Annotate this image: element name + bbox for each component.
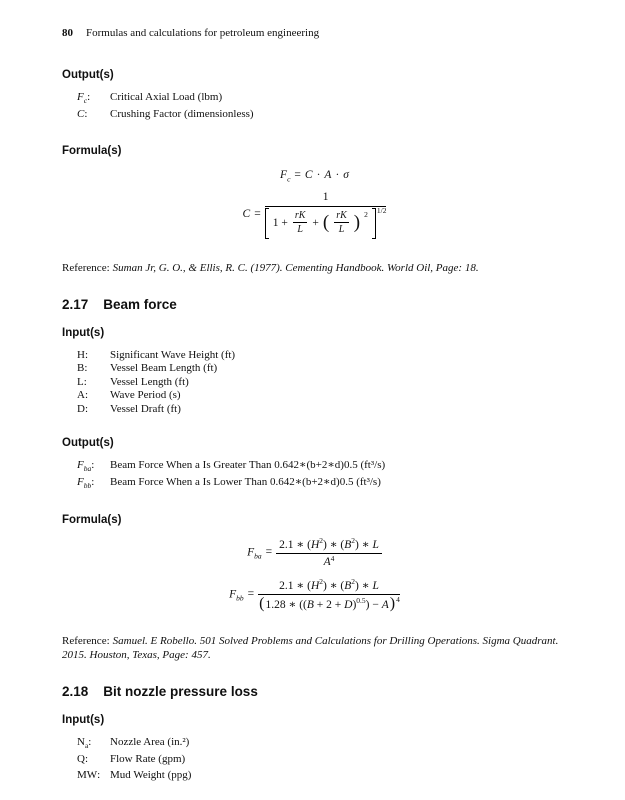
symbol-subscript: c: [83, 96, 88, 106]
var-A: A: [324, 168, 332, 181]
section-title: Beam force: [103, 296, 177, 312]
input-row: [62, 349, 567, 362]
colon: :: [87, 91, 91, 104]
symbol: [77, 108, 110, 125]
equals-sign: =: [294, 168, 301, 181]
formula-fba: [62, 536, 567, 570]
output-row: [62, 459, 567, 476]
exponent-05: 0.5: [356, 595, 366, 605]
minus-sign: −: [369, 598, 382, 611]
input-row: [62, 389, 567, 402]
subscript-bb: bb: [236, 593, 244, 603]
colon: :: [84, 348, 89, 361]
dot-operator: ·: [316, 168, 321, 181]
colon: :: [83, 375, 87, 388]
exponent-half: 1/2: [376, 205, 387, 215]
right-paren: ): [353, 212, 361, 234]
numerator: [276, 536, 382, 554]
equals-sign: =: [254, 208, 261, 221]
den-text: ): [352, 598, 357, 611]
symbol-text: L: [77, 375, 84, 388]
var-L: L: [372, 538, 379, 551]
fraction: [265, 190, 387, 238]
outputs-heading-prev: Output(s): [62, 68, 114, 81]
inputs-heading-218: Input(s): [62, 713, 105, 726]
running-header: [62, 27, 567, 41]
var-A: A: [381, 598, 389, 611]
plus-sign: +: [312, 217, 319, 230]
bracket-content: [269, 208, 372, 239]
formula-crushing-factor: [62, 190, 567, 238]
output-row: [62, 476, 567, 493]
running-title: Formulas and calculations for petroleum engineering: [86, 27, 320, 39]
section-title: Bit nozzle pressure loss: [103, 683, 258, 699]
outputs-list-prev: [62, 91, 567, 124]
dot-operator: ·: [335, 168, 340, 181]
reference-217: [62, 634, 567, 662]
symbol: [77, 476, 110, 493]
var-A: A: [323, 556, 331, 569]
num-text: ) ∗: [355, 538, 373, 551]
denominator: [276, 554, 382, 569]
symbol-text: F: [77, 475, 84, 488]
fraction: [276, 536, 382, 570]
exponent: 2: [351, 576, 356, 586]
symbol: [77, 753, 110, 770]
symbol-subscript: a: [84, 741, 89, 751]
var-B: B: [344, 579, 352, 592]
symbol-description: Critical Axial Load (lbm): [110, 91, 223, 104]
var-Fba: F: [247, 546, 255, 559]
reference-label: Reference:: [62, 261, 110, 274]
symbol-text: H: [77, 348, 85, 361]
colon: :: [91, 459, 95, 472]
symbol-description: Crushing Factor (dimensionless): [110, 107, 254, 120]
symbol-description: Flow Rate (gpm): [110, 752, 186, 765]
denominator: [258, 595, 400, 612]
section-number: 2.18: [62, 683, 89, 699]
symbol: [77, 376, 110, 389]
input-row: [62, 769, 567, 786]
formula-critical-axial-load: [62, 168, 567, 184]
outputs-heading-217: Output(s): [62, 437, 114, 450]
formulas-heading-217: Formula(s): [62, 513, 122, 526]
var-C: C: [242, 208, 251, 221]
subscript-ba: ba: [254, 551, 262, 561]
symbol: [77, 769, 110, 786]
numerator: 1: [265, 190, 387, 206]
var-L: L: [372, 579, 379, 592]
symbol-text: N: [77, 736, 85, 749]
section-number: 2.17: [62, 296, 89, 312]
num-text: ) ∗ (: [323, 538, 345, 551]
symbol-text: A: [77, 389, 85, 402]
colon: :: [84, 389, 89, 402]
symbol-text: C: [77, 107, 85, 120]
formula-fbb: [62, 577, 567, 612]
den-text: 1.28 ∗ ((: [265, 598, 307, 611]
inputs-list-217: [62, 349, 567, 416]
symbol: [77, 389, 110, 402]
symbol-description: Vessel Draft (ft): [110, 402, 181, 415]
symbol-text: MW: [77, 769, 98, 782]
subscript-c: c: [287, 173, 291, 183]
symbol-description: Vessel Length (ft): [110, 375, 189, 388]
num-text: 2.1 ∗ (: [279, 579, 311, 592]
symbol-description: Beam Force When a Is Greater Than 0.642∗(b+2∗d)0.5 (ft³/s): [110, 459, 386, 472]
exponent-2: 2: [364, 209, 368, 219]
term-one-plus: 1 +: [272, 217, 288, 230]
colon: :: [84, 107, 88, 120]
colon: :: [84, 362, 88, 375]
inner-denominator: L: [297, 224, 303, 236]
bracket-group: [265, 208, 376, 239]
symbol: [77, 91, 110, 108]
symbol-text: F: [77, 459, 84, 472]
left-paren: (: [322, 212, 330, 234]
outputs-list-217: [62, 459, 567, 492]
colon: :: [84, 402, 89, 415]
reference-prev: [62, 261, 567, 275]
var-sigma: σ: [343, 168, 349, 181]
colon: :: [91, 475, 95, 488]
left-paren: (: [259, 594, 265, 612]
var-H: H: [310, 538, 320, 551]
fraction: [258, 577, 400, 612]
var-D: D: [344, 598, 353, 611]
input-row: [62, 376, 567, 389]
var-C: C: [304, 168, 313, 181]
output-row: [62, 108, 567, 125]
var-H: H: [310, 579, 320, 592]
symbol-text: Q: [77, 752, 85, 765]
input-row: [62, 736, 567, 753]
denominator-body: [266, 596, 389, 612]
inner-denominator: L: [338, 224, 345, 236]
symbol: [77, 736, 110, 753]
colon: :: [88, 736, 92, 749]
book-page: [62, 27, 567, 786]
output-row: [62, 91, 567, 108]
symbol-description: Vessel Beam Length (ft): [110, 362, 218, 375]
inner-numerator: rK: [293, 210, 308, 224]
den-text: ): [365, 598, 370, 611]
colon: :: [97, 769, 101, 782]
section-heading-2-18: [62, 684, 567, 701]
formulas-heading-prev: Formula(s): [62, 145, 122, 158]
exponent: 2: [319, 576, 324, 586]
symbol-description: Beam Force When a Is Lower Than 0.642∗(b+2∗d)0.5 (ft³/s): [110, 475, 381, 488]
den-text: + 2 +: [313, 598, 345, 611]
symbol-description: Mud Weight (ppg): [110, 769, 192, 782]
symbol: [77, 349, 110, 362]
var-Fc: F: [280, 168, 288, 181]
input-row: [62, 753, 567, 770]
inputs-list-218: [62, 736, 567, 786]
right-paren: ): [389, 594, 396, 612]
num-text: ) ∗: [355, 579, 373, 592]
reference-text: Samuel. E Robello. 501 Solved Problems and Calculations for Drilling Operations. Sigma Quadrant. 2015. Houston, Texas, Page: 457.: [62, 634, 559, 661]
exponent: 2: [351, 535, 356, 545]
symbol: [77, 459, 110, 476]
equals-sign: =: [265, 546, 273, 559]
symbol-description: Significant Wave Height (ft): [110, 348, 236, 361]
input-row: [62, 403, 567, 416]
inputs-heading-217: Input(s): [62, 326, 105, 339]
inner-fraction: [293, 210, 308, 237]
exponent-4: 4: [396, 594, 400, 604]
symbol-subscript: bb: [83, 481, 92, 491]
var-B: B: [306, 598, 314, 611]
symbol-text: B: [77, 362, 85, 375]
colon: :: [84, 752, 89, 765]
denominator: [265, 207, 387, 239]
exponent: 2: [319, 535, 324, 545]
section-heading-2-17: [62, 297, 567, 314]
var-Fbb: F: [229, 587, 237, 600]
equals-sign: =: [247, 587, 255, 600]
symbol-text: D: [77, 402, 85, 415]
symbol-description: Nozzle Area (in.²): [110, 736, 190, 749]
symbol-subscript: ba: [83, 464, 92, 474]
num-text: ) ∗ (: [323, 579, 345, 592]
symbol-text: F: [77, 91, 84, 104]
num-text: 2.1 ∗ (: [279, 538, 311, 551]
inner-numerator: rK: [334, 210, 349, 224]
symbol: [77, 362, 110, 375]
reference-label: Reference:: [62, 634, 110, 647]
numerator: [258, 577, 400, 595]
page-number: 80: [62, 27, 73, 39]
right-bracket: [372, 208, 376, 239]
var-B: B: [344, 538, 352, 551]
symbol: [77, 403, 110, 416]
input-row: [62, 362, 567, 375]
symbol-description: Wave Period (s): [110, 389, 181, 402]
inner-fraction: [334, 210, 349, 237]
exponent-4: 4: [330, 554, 335, 564]
reference-text: Suman Jr, G. O., & Ellis, R. C. (1977). Cementing Handbook. World Oil, Page: 18.: [112, 261, 479, 274]
